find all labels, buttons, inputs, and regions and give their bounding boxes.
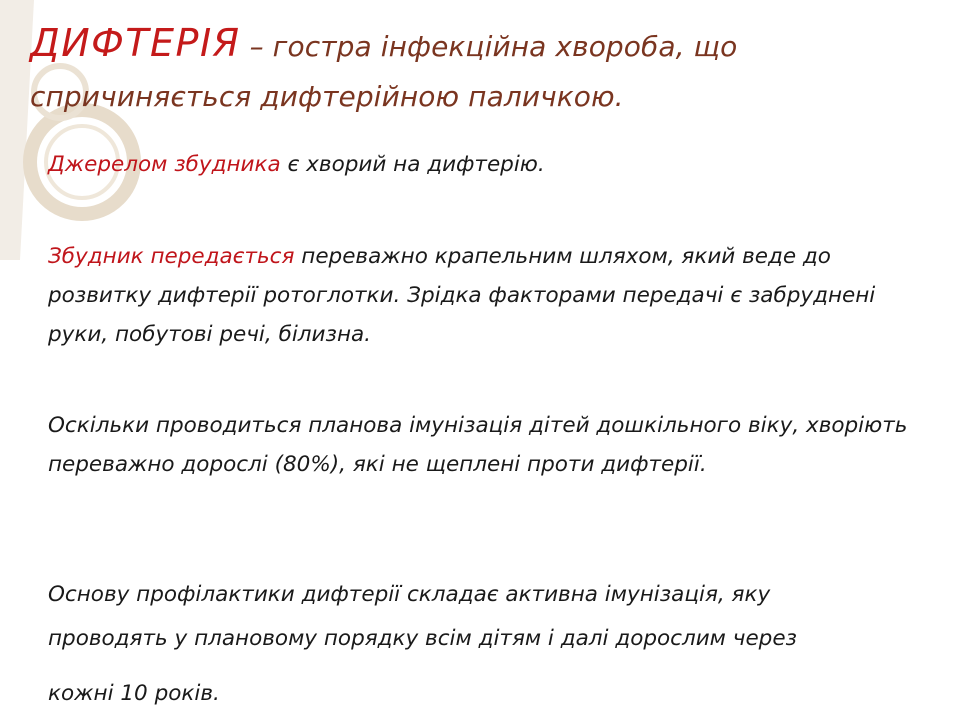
paragraph-source [48,145,928,184]
paragraph-transmission-text: переважно крапельним шляхом, який веде до розвитку дифтерії ротоглотки. Зрідка факторами передачі є забруднені руки, побутові речі, білизна. [48,244,876,347]
title-definition: – гостра інфекційна хвороба, що спричиняється дифтерійною паличкою. [30,30,738,113]
paragraph-incidence-text: Оскільки проводиться планова імунізація дітей дошкільного віку, хворіють переважно дорослі (80%), які не щеплені проти дифтерії. [48,413,908,477]
paragraph-transmission-highlight: Збудник передається [48,244,295,269]
decor-band [0,0,34,260]
paragraph-incidence [48,406,928,484]
paragraph-transmission [48,237,928,354]
paragraph-prevention-line-2: проводять у плановому порядку всім дітям і далі дорослим через [48,626,797,651]
paragraph-source-text: є хворий на дифтерію. [280,152,545,177]
paragraph-source-highlight: Джерелом збудника [48,152,281,177]
slide-title [30,18,930,122]
paragraph-prevention-line-3: кожні 10 років. [48,681,220,706]
title-term: ДИФТЕРІЯ [30,21,241,65]
paragraph-prevention [48,575,928,713]
paragraph-prevention-line-1: Основу профілактики дифтерії складає активна імунізація, яку [48,582,771,607]
